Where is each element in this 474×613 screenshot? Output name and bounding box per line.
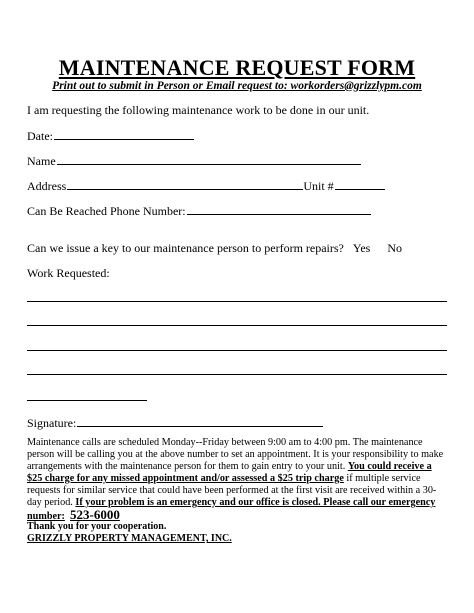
name-row <box>27 154 361 169</box>
work-requested-line-2[interactable] <box>27 325 447 326</box>
form-subtitle: Print out to submit in Person or Email request to: workorders@grizzlypm.com <box>52 80 422 92</box>
key-question-row <box>27 241 402 256</box>
company-name: GRIZZLY PROPERTY MANAGEMENT, INC. <box>27 533 232 544</box>
key-question: Can we issue a key to our maintenance person to perform repairs? <box>27 241 344 255</box>
signature-row <box>27 416 323 431</box>
intro-text: I am requesting the following maintenance work to be done in our unit. <box>27 103 370 117</box>
work-requested-line-5[interactable] <box>27 400 147 401</box>
date-label: Date: <box>27 129 53 143</box>
work-requested-label: Work Requested: <box>27 266 110 280</box>
name-label: Name <box>27 154 56 168</box>
work-requested-line-4[interactable] <box>27 374 447 375</box>
phone-label: Can Be Reached Phone Number: <box>27 204 186 218</box>
work-requested-line-1[interactable] <box>27 301 447 302</box>
unit-label: Unit # <box>303 179 334 193</box>
signature-label: Signature: <box>27 416 77 430</box>
key-yes-option[interactable]: Yes <box>352 241 371 255</box>
date-field[interactable] <box>54 129 194 140</box>
emergency-phone-number: 523-6000 <box>70 507 120 522</box>
form-title: MAINTENANCE REQUEST FORM <box>58 55 416 80</box>
address-field[interactable] <box>67 179 303 190</box>
notice-trip-charge-text: if multiple service requests for similar service that could have been performed at the first visit are received within a 30-day period. <box>27 473 437 508</box>
thank-you-text: Thank you for your cooperation. <box>27 521 167 532</box>
notice-emergency-text: If your problem is an emergency and our office is closed. Please call our emergency number: <box>27 497 436 522</box>
unit-field[interactable] <box>335 179 385 190</box>
notice-charge-warning: You could receive a $25 charge for any missed appointment and/or assessed a $25 trip charge <box>27 461 432 484</box>
key-no-option[interactable]: No <box>387 241 403 255</box>
notice-schedule-text: Maintenance calls are scheduled Monday--Friday between 9:00 am to 4:00 pm. The maintenance person will be calling you at the above number to set an appointment. It is your responsibility to make arrangements with the maintenance person for them to gain entry to your unit. <box>27 437 444 472</box>
address-row <box>27 179 385 194</box>
maintenance-notice <box>27 437 447 523</box>
phone-row <box>27 204 371 219</box>
footer <box>27 521 232 545</box>
name-field[interactable] <box>57 154 361 165</box>
phone-field[interactable] <box>187 204 371 215</box>
work-requested-line-3[interactable] <box>27 350 447 351</box>
address-label: Address <box>27 179 67 193</box>
date-row <box>27 129 194 144</box>
signature-field[interactable] <box>77 416 323 427</box>
